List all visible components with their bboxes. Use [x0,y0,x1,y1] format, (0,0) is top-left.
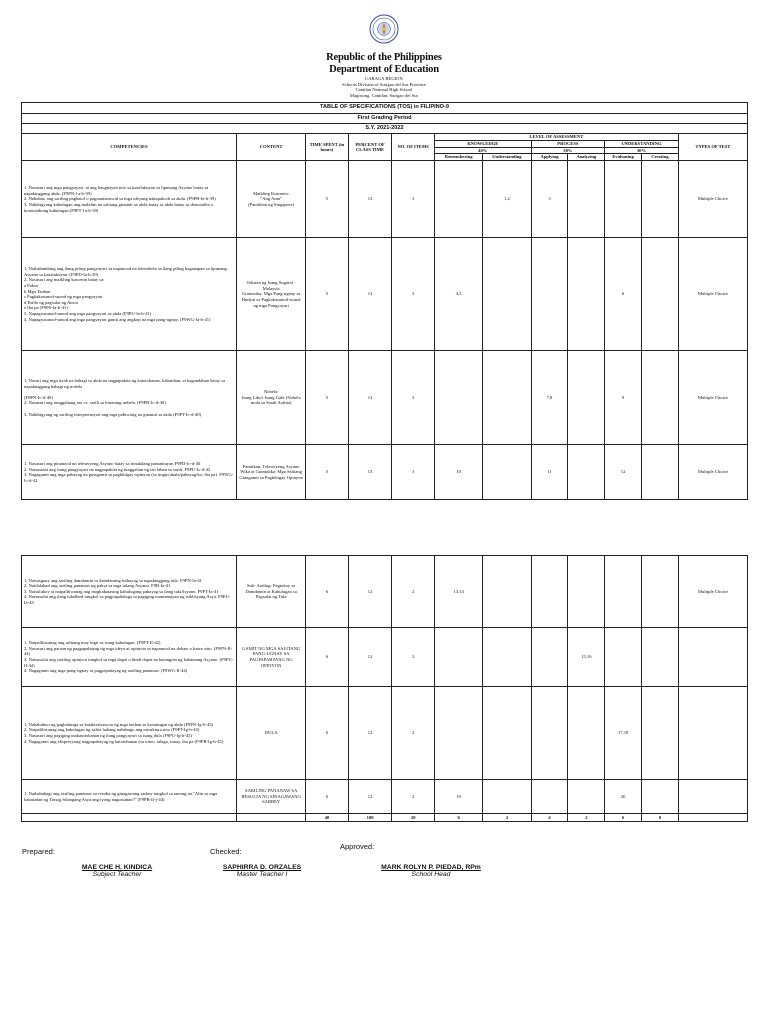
division-line: Schools Division of Surigao del Sur Province [342,81,426,87]
checked-role: Master Teacher I [236,871,288,878]
total-hours: 40 [306,814,349,822]
hours-cell: 5 [306,238,349,351]
applying-cell: 7,8 [531,351,568,445]
applying-cell: 3 [531,161,568,238]
items-cell: 3 [392,238,435,351]
evaluating-cell [605,556,642,628]
percent-cell: 12 [348,556,392,628]
applying-cell [531,556,568,628]
competency-cell: 1. Naipaliliwanag ang salitang may higit sa isang kahulugan. (F9PT-II-42) 2. Nasusuri ang paraan ng pagpapahayag ng mga ideya at opinyon sa napanood na debate o kaaro nito. (F9PN-II-44) 3. Naisusulat ang sariling opinyon tungkol sa mga dapat o hindi dapat na katangian ng kabataang Asyano. (F9PU-II-44) 4. Nagagamit ang mga pang-ugnay sa pagpapahayag ng sariling pananaw. (F9WG-II-44) [22,628,237,687]
applying-cell [531,628,568,687]
total-remembering: 6 [435,814,483,822]
remembering-cell [434,161,482,238]
content-cell: GAMIT NG MGA SALITANG PANG-UGNAY SA PAGPAPAHAYAG NG OPINYON [237,628,306,687]
approved-name: MARK ROLYN P. PIEDAD, RPm [381,864,481,871]
header-competencies: COMPETENCIES [22,134,237,161]
header-time-spent: TIME SPENT (in hours) [306,134,349,161]
understanding-cell [483,351,531,445]
applying-cell [531,687,568,780]
hours-cell: 6 [306,556,349,628]
prepared-name: MAE CHE H. KINDICA [81,864,153,871]
table-row [22,238,748,351]
items-cell: 2 [392,687,435,780]
type-cell [678,780,747,814]
percent-cell: 13 [348,161,392,238]
applying-cell [531,780,568,814]
competency-cell: 1. Nasusuri ang mga pangyayari, at ang kaugnayan nito sa kasalukuyan sa lipunang Asyano batay sa napakinggang akda. (F9PN-1a-b-39) 2. Nabubuo ang sariling paghatol o pagmamatuwid sa mga ideyang nakapaloob sa akda. (F9PB-Ia-b-39) 3. Nabibigyang kahulugan ang malalim na salitang ginamit sa akda batay sa akda batay sa denotatibo o konotatibong kahulugan.(F9PT-1a-b-39) [22,161,237,238]
analyzing-cell [568,687,605,780]
hours-cell: 6 [306,628,349,687]
grading-period: First Grading Period [22,114,748,124]
analyzing-cell [568,780,605,814]
type-cell: Multiple Choice [678,351,747,445]
total-percent: 100 [348,814,392,822]
understanding-cell [483,238,531,351]
total-items: 20 [392,814,435,822]
evaluating-cell: 12 [605,445,642,500]
evaluating-cell [605,161,642,238]
deped-seal-icon [369,14,399,44]
type-cell: Multiple Choice [678,556,747,628]
header-applying: Applying [531,154,568,161]
type-cell: Multiple Choice [678,238,747,351]
school-year: S.Y. 2021-2022 [22,124,748,134]
totals-row [22,814,748,822]
checked-label: Checked: [210,847,242,856]
table-row [22,556,748,628]
understanding-cell: 1,2 [483,161,531,238]
prepared-signature [62,864,172,878]
table-row [22,351,748,445]
hours-cell: 5 [306,445,349,500]
remembering-cell: 10 [434,445,482,500]
competency-cell: 1. Nasusuri ang pinanood na teleseryeng Asyano batay sa itinakdang pamantayan F9PD-Ic-d-40 2. Naisusulat ang isang pangyayari na nagpapakita ng tunggalian ng tao laban sa sarili. F9PU-Ic-d-42 3. Nagagamit ang mga pahayag na ginagamit sa pagbibigay-opinyon (sa tingin/akala/pahayag/ko; iba pa). F9WG-Ic-d-42 [22,445,237,500]
items-cell: 2 [392,628,435,687]
totals-blank-content [237,814,306,822]
hours-cell: 6 [306,780,349,814]
evaluating-cell: 20 [605,780,642,814]
remembering-cell: 13,14 [435,556,483,628]
creating-cell [641,445,678,500]
header-content: CONTENT [237,134,306,161]
approved-label: Approved: [340,842,375,851]
items-cell: 3 [392,445,435,500]
table-row [22,628,748,687]
total-creating: 0 [642,814,679,822]
approved-signature [366,864,496,878]
type-cell: Multiple Choice [678,445,747,500]
type-cell [678,628,747,687]
remembering-cell: 19 [435,780,483,814]
header-analyzing: Analyzing [568,154,605,161]
content-cell: Tekstan ng Isang Sugarol - Malaysia Gramatika: Mga Pang-ugnay sa Hudyat sa Pagkakasunod-sunod ng mga Pangyayari [237,238,306,351]
header-evaluating: Evaluating [605,154,642,161]
applying-cell [531,238,568,351]
understanding-cell [483,445,531,500]
header-knowledge-pct: 40% [434,147,531,154]
hours-cell: 6 [306,687,349,780]
analyzing-cell [568,161,605,238]
type-cell [678,687,747,780]
hours-cell: 5 [306,161,349,238]
creating-cell [641,161,678,238]
percent-cell: 13 [348,445,392,500]
header-understanding-pct: 30% [605,147,679,154]
evaluating-cell [605,628,642,687]
address-line: Magosong, Cantilan, Surigao del Sur [349,92,419,98]
creating-cell [642,687,679,780]
competency-cell: 1. Naibabahagi ang sariling pananaw sa resulta ng ginagawang sarbey tungkol sa tanong na "Alin sa mga babasahin ng Timog Silangang Asya ang iyong nagustuhan?" (F9PB-Ii-j-44) [22,780,237,814]
competency-cell: 1. Naisasgnay ang sariling damdamin sa damdaming inihayag sa napakinggang tula. F9PN-Ia-41 2. Naiilalahad ang sariling pananaw ng paksa sa mga tulang Asyano. F9B-Ia-41 3. Naisulukoy at naipaliliwanag ang magkakaiasing kahulugang pahayag sa ilang tulaAsyano. F9PT-Ia-41 4. Naisusulat ang ilang tuladbod tungkol sa pagpapahalaga sa pagiging mamamayan ng isiblisyang Asya. F9PU-Ia-43 [22,556,237,628]
understanding-cell [483,687,531,780]
applying-cell: 11 [531,445,568,500]
percent-cell: 12 [348,687,392,780]
total-applying: 4 [531,814,568,822]
table-row [22,445,748,500]
header-level-assessment: LEVEL OF ASSESSMENT [434,134,678,141]
percent-cell: 13 [348,351,392,445]
evaluating-cell: 17,18 [605,687,642,780]
prepared-label: Prepared: [22,847,55,856]
evaluating-cell: 6 [605,238,642,351]
understanding-cell [483,628,531,687]
analyzing-cell [568,351,605,445]
table-title: TABLE OF SPECIFICATIONS (TOS) in FILIPINO-9 [22,103,748,114]
header-knowledge: KNOWLEDGE [434,141,531,148]
evaluating-cell: 9 [605,351,642,445]
percent-cell: 12 [348,628,392,687]
prepared-role: Subject Teacher [92,871,142,878]
header-types-of-test: TYPES OF TEST [678,134,747,161]
content-cell: Sub- Araling: Pagtukoy sa Damdamin at Kahulugan sa Pagsulat ng Tula [237,556,306,628]
creating-cell [642,628,679,687]
approved-role: School Head [411,871,451,878]
header-understanding: UNDERSTANDING [605,141,679,148]
region-line: CARAGA REGION [365,76,403,81]
header-creating: Creating [641,154,678,161]
content-cell: Maikling Kuwento: "Ang Ama" (Panitikan ng Singapore) [237,161,306,238]
tos-table-part-1 [21,102,748,500]
header-remembering: Remembering [434,154,482,161]
remembering-cell [435,687,483,780]
competency-cell: 1. Nasuri ang mga tiyak na bahagi sa akda na nagpapakita ng katotohanan, kabutihan, at kagandahan batay sa napakinggang bahagi ng nobela (F9PN-Ic-d-40) 2. Nasusuri ang tunggaliang tao vs. sarili sa binasang nobela. (F9PB-Ic-d-40) 3. Nabibigyang ng sariling interpretasyon ang mga pahiwatig na ginamit sa akda (F9PT-Ic-d-40) [22,351,237,445]
creating-cell [641,351,678,445]
analyzing-cell [568,238,605,351]
analyzing-cell [568,445,605,500]
total-understanding: 2 [483,814,531,822]
items-cell: 3 [392,161,435,238]
header-percent-time: PERCENT OF CLASS TIME [348,134,392,161]
header-process-pct: 30% [531,147,605,154]
competency-cell: 1. Naihahambing ang ilang piling pangyayari sa napanood na telenobela sa ilang piling kaganapan sa lipunang Asyano sa kasalukuyan. (F9PD-Ia-b-39) 2. Nasusuri ang maikling kuwento batay sa: a Paksa b Mga Tauhan c Pagkakasunod-sunod ng mga pangyayari d Estilo ng pagsulat ng Awtor e Iba pa (F9PS-Ia-b-41) 3. Napagsusunod-sunod ang mga pangyayari sa akda (F9PU-Ia-b-41) 4. Napagsusunod-sunod ang mga pangyayari gamit ang angkop na mga pang-ugnay. (F9WG-Ia-b-41) [22,238,237,351]
hours-cell: 5 [306,351,349,445]
content-cell: SARILING PANANAW SA RESULTA NG SINAGAWANG SARBEY [237,780,306,814]
percent-cell: 13 [348,238,392,351]
analyzing-cell: 15,16 [568,628,605,687]
understanding-cell [483,556,531,628]
header-understanding-sub: Understanding [483,154,531,161]
totals-blank-competency [22,814,237,822]
remembering-cell [434,351,482,445]
total-evaluating: 6 [605,814,642,822]
school-line: Cantilan National High School [355,87,413,92]
items-cell: 3 [392,351,435,445]
table-row [22,687,748,780]
creating-cell [642,556,679,628]
totals-blank-type [678,814,747,822]
creating-cell [642,780,679,814]
checked-signature [207,864,317,878]
analyzing-cell [568,556,605,628]
content-cell: Nobela: Isang Libo't Isang Gabi (Nobela mula sa Saudi Arabia) [237,351,306,445]
department-heading: Department of Education [329,64,439,75]
type-cell: Multiple Choice [678,161,747,238]
items-cell: 2 [392,780,435,814]
tos-table-part-2 [21,555,748,822]
table-row [22,161,748,238]
competency-cell: 1. Nakabubuo ng paghahusga sa katakterisasyon ng mga tauhan sa kasiningan ng akda (F9PN-Ig-h-43) 2. Naipaliliwanag ang kahulugan ng salita habang nababago ang estruktura nito (F9PT-Ig-h-43) 3. Nasusuri ang pagiging makatotohanan ng ilang pangyayari sa isang dula (F9PU-Ig-h-45) 4. Nagagamit ang ekspresyong nagpapahayag ng katotohanan (sa totoo, talaga, tunay, iba pa (F9PB-Ig-h-45) [22,687,237,780]
table-row [22,780,748,814]
remembering-cell: 4,5 [434,238,482,351]
understanding-cell [483,780,531,814]
content-cell: Panitikan: Teleseryeng Asyano Wika at Gramatika: Mga Salitang Ginagamit sa Pagbibigay Opinyon [237,445,306,500]
header-no-items: NO. OF ITEMS [392,134,435,161]
items-cell: 2 [392,556,435,628]
percent-cell: 12 [348,780,392,814]
checked-name: SAPHIRRA D. ORZALES [222,864,302,871]
total-analyzing: 2 [568,814,605,822]
creating-cell [641,238,678,351]
header-process: PROCESS [531,141,605,148]
republic-heading: Republic of the Philippines [326,52,442,63]
content-cell: DULA [237,687,306,780]
remembering-cell [435,628,483,687]
